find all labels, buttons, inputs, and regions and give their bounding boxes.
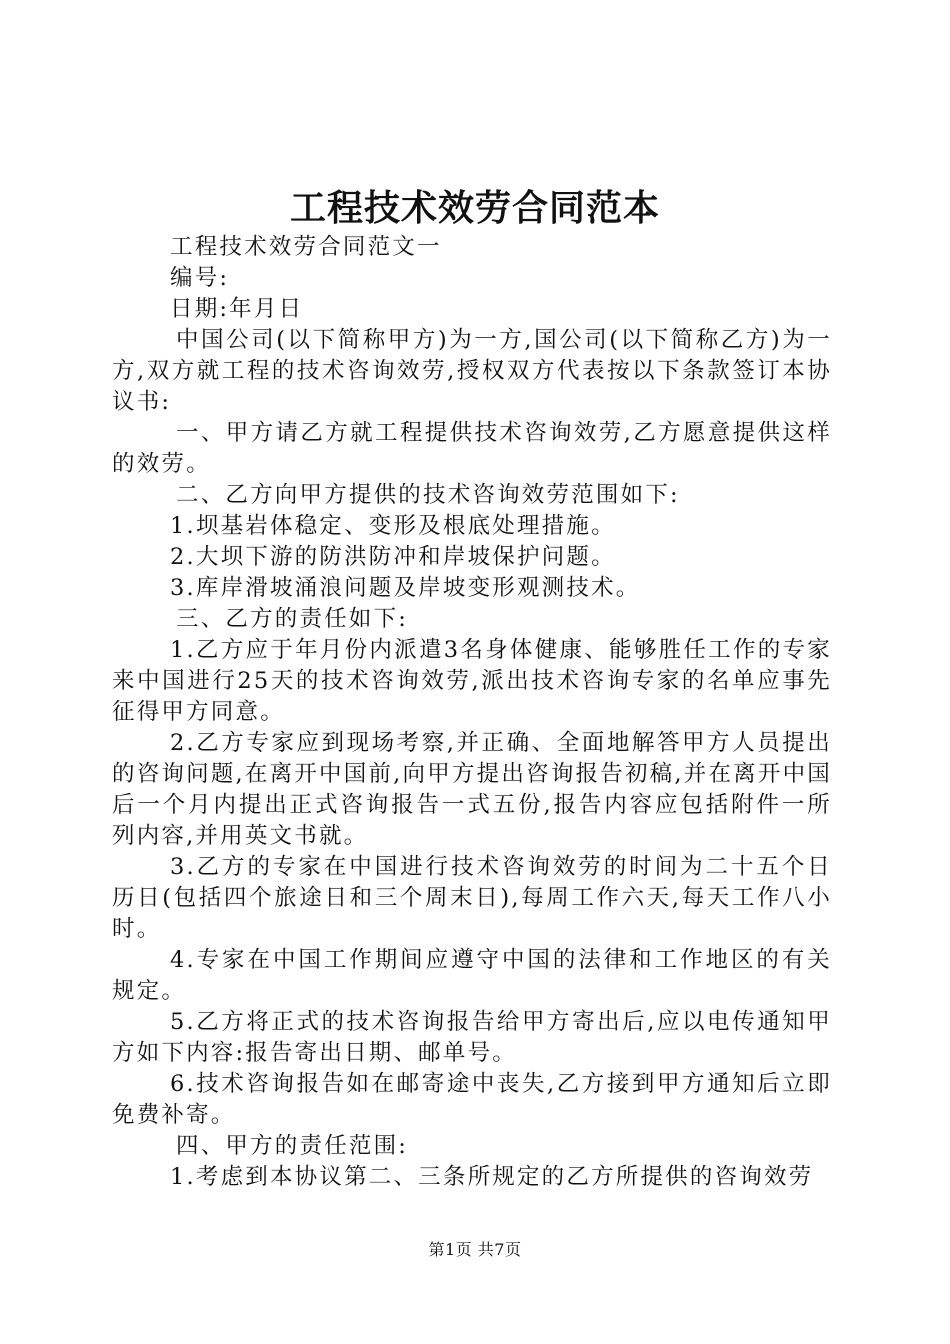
paragraph-item: 3.库岸滑坡涌浪问题及岸坡变形观测技术。 bbox=[170, 575, 641, 601]
paragraph-clause-4: 四、甲方的责任范围: bbox=[176, 1133, 409, 1159]
paragraph-item: 1.乙方应于年月份内派遣3名身体健康、能够胜任工作的专家来中国进行25天的技术咨询效劳,派出技术咨询专家的名单应事先征得甲方同意。 bbox=[112, 637, 832, 725]
paragraph-clause-2: 二、乙方向甲方提供的技术咨询效劳范围如下: bbox=[176, 482, 680, 508]
paragraph-date: 日期:年月日 bbox=[170, 296, 304, 322]
paragraph-item: 1.坝基岩体稳定、变形及根底处理措施。 bbox=[170, 513, 616, 539]
paragraph-intro: 中国公司(以下简称甲方)为一方,国公司(以下简称乙方)为一方,双方就工程的技术咨询效劳,授权双方代表按以下条款签订本协议书: bbox=[112, 327, 832, 415]
paragraph-item: 5.乙方将正式的技术咨询报告给甲方寄出后,应以电传通知甲方如下内容:报告寄出日期、邮单号。 bbox=[112, 1009, 832, 1066]
paragraph-item: 6.技术咨询报告如在邮寄途中丧失,乙方接到甲方通知后立即免费补寄。 bbox=[112, 1071, 832, 1128]
paragraph-item: 4.专家在中国工作期间应遵守中国的法律和工作地区的有关规定。 bbox=[112, 947, 832, 1004]
paragraph-item: 1.考虑到本协议第二、三条所规定的乙方所提供的咨询效劳 bbox=[170, 1164, 814, 1190]
paragraph-clause-3: 三、乙方的责任如下: bbox=[176, 606, 409, 632]
paragraph-item: 2.乙方专家应到现场考察,并正确、全面地解答甲方人员提出的咨询问题,在离开中国前,向甲方提出咨询报告初稿,并在离开中国后一个月内提出正式咨询报告一式五份,报告内容应包括附件一所列内容,并用英文书就。 bbox=[112, 730, 832, 849]
paragraph-item: 3.乙方的专家在中国进行技术咨询效劳的时间为二十五个日历日(包括四个旅途日和三个周末日),每周工作六天,每天工作八小时。 bbox=[112, 854, 832, 942]
document-title: 工程技术效劳合同范本 bbox=[289, 187, 660, 229]
page-footer: 第1页 共7页 bbox=[428, 1240, 522, 1259]
paragraph-number: 编号: bbox=[170, 265, 230, 291]
paragraph-subtitle: 工程技术效劳合同范文一 bbox=[170, 234, 442, 260]
paragraph-item: 2.大坝下游的防洪防冲和岸坡保护问题。 bbox=[170, 544, 616, 570]
paragraph-clause-1: 一、甲方请乙方就工程提供技术咨询效劳,乙方愿意提供这样的效劳。 bbox=[112, 420, 832, 477]
document-body bbox=[112, 232, 832, 1193]
